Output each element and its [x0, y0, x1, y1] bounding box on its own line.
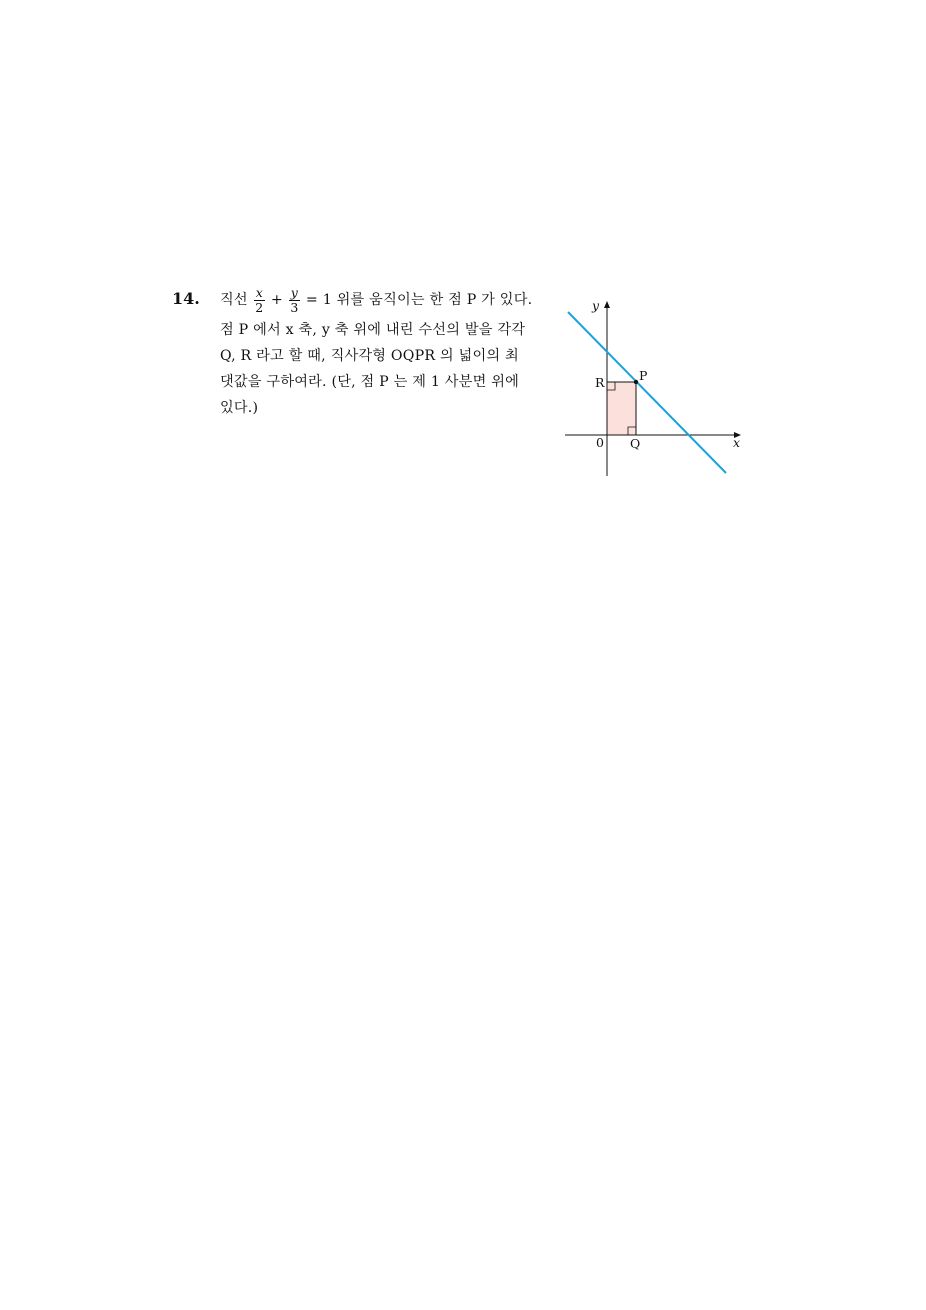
problem-line-4: 댓값을 구하여라. (단, 점 P 는 제 1 사분면 위에	[220, 374, 519, 390]
problem-number: 14.	[172, 289, 200, 308]
frac2-denominator: 3	[290, 299, 299, 315]
origin-label: 0	[596, 435, 604, 450]
label-q: Q	[630, 436, 641, 451]
x-axis-label: x	[733, 435, 741, 450]
frac2-numerator: y	[290, 284, 299, 300]
problem-line-3: Q, R 라고 할 때, 직사각형 OQPR 의 넓이의 최	[220, 348, 519, 364]
problem-text	[220, 283, 550, 421]
coordinate-figure	[560, 290, 750, 480]
problem-line-2: 점 P 에서 x 축, y 축 위에 내린 수선의 발을 각각	[220, 322, 526, 338]
eq-rhs: = 1 위를 움직이는 한 점 P 가 있다.	[305, 292, 533, 308]
point-p	[634, 380, 638, 384]
fraction-y-over-3	[289, 286, 300, 315]
line-graph	[568, 312, 726, 473]
eq-prefix: 직선	[220, 292, 248, 308]
label-r: R	[595, 375, 605, 390]
plus-sign: +	[270, 292, 283, 308]
y-axis-label: y	[592, 298, 600, 313]
y-axis-arrow	[604, 301, 610, 308]
label-p: P	[639, 368, 648, 383]
frac1-numerator: x	[255, 284, 263, 300]
fraction-x-over-2	[254, 286, 265, 315]
frac1-denominator: 2	[255, 299, 264, 315]
problem-line-1	[220, 283, 550, 317]
problem-line-5: 있다.)	[220, 400, 259, 416]
